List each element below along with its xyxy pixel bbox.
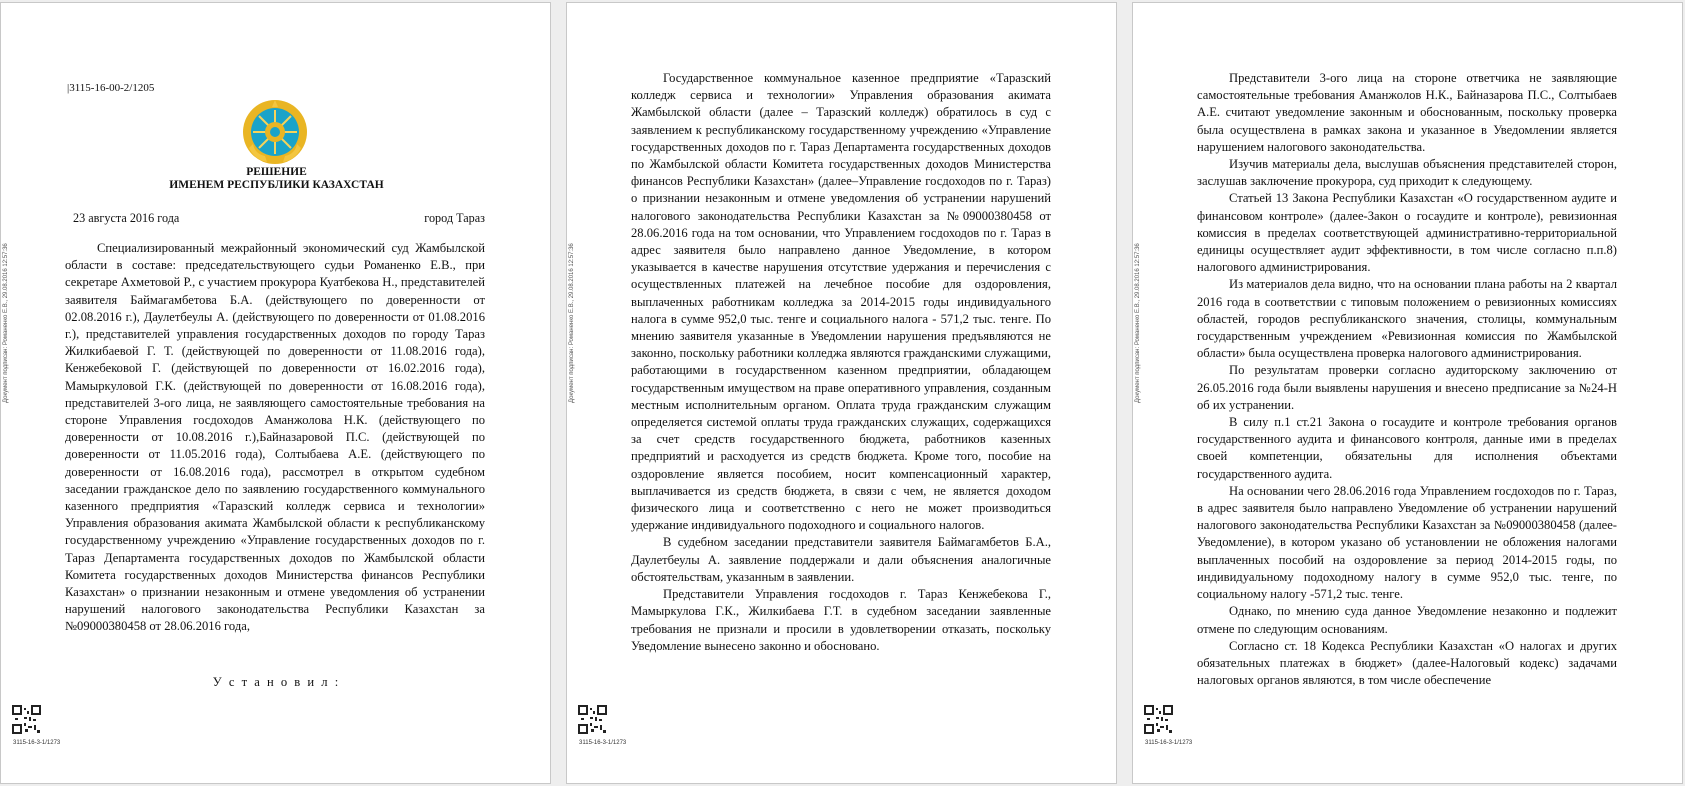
qr-code-icon [578,705,607,734]
decision-subtitle: ИМЕНЕМ РЕСПУБЛИКИ КАЗАХСТАН [169,179,384,191]
page-1-body [65,240,485,636]
qr-code-text: 3115-16-3-1/1273 [1145,740,1193,746]
paragraph: Из материалов дела видно, что на основании плана работы на 2 квартал 2016 года в соответствии с типовым положением о ревизионных комиссиях областей, городов республиканского значения, столицы, коммунальным государственным учреждением «Ревизионная комиссия по Жамбылской области» была осуществлена проверка налогового администрирования. [1197,277,1617,361]
paragraph: По результатам проверки согласно аудиторскому заключению от 26.05.2016 года были выявлены нарушения и внесено предписание за №24-Н об их устранении. [1197,363,1617,412]
document-number: |3115-16-00-2/1205 [67,82,155,94]
paragraph: Согласно ст. 18 Кодекса Республики Казахстан «О налогах и других обязательных платежах в бюджет» (далее-Налоговый кодекс) задачами налоговых органов являются, в том числе обеспечение [1197,638,1617,688]
qr-code-text: 3115-16-3-1/1273 [579,740,627,746]
paragraph: Статьей 13 Закона Республики Казахстан «О государственном аудите и финансовом контроле» (далее-Закон о госаудите и контроле), ревизионная комиссия в пределах соответствующей административно-территориальной единицы осуществляет аудит эффективности, в том числе согласно п.п.8) налогового администрирования. [1197,191,1617,275]
qr-code-text: 3115-16-3-1/1273 [13,740,61,746]
paragraph: В судебном заседании представители заявителя Баймагамбетов Б.А., Даулетбеулы А. заявление поддержали и дали объяснения аналогичные обстоятельствам, указанным в заявлении. [631,535,1051,584]
section-heading-ustanovil: У с т а н о в и л : [212,675,341,689]
qr-code-icon [1144,705,1173,734]
document-page-1: Документ подписан: Романенко Е.В., 29.08.2016 12:57:36 |3115-16-00-2/1205 РЕШЕНИЕ ИМЕНЕМ РЕСПУБЛИКИ КАЗАХСТАН 23 августа 2016 года город Тараз Специализированный межрайонный экономический суд Жамбылской области в составе: председательствующего судьи Романенко Е.В., при секретаре Ахметовой Р., с участием прокурора Куатбекова Н., представителей заявителя Баймагамбетова Б.А. (действующего по доверенности от 02.08.2016 г.), Даулетбеулы А. (действующего по доверенности от 01.08.2016 г.), представителей управления государственных доходов по городу Тараз Жилкибаевой Г. Т. (действующей по доверенности от 11.08.2016 года), Кенжебековой Г. (действующей по доверенности от 16.02.2016 года), Мамыркуловой Г.К. (действующей по доверенности от 16.08.2016 года), представителей 3-ого лица, не заявляющего самостоятельные требования на стороне Управления госдоходов Аманжолова Н.К. (действующего по доверенности от 10.08.2016 г.),Байназаровой П.С. (действующей по доверенности от 11.05.2016 года), Солтыбаева А.Е. (действующего по доверенности от 16.08.2016 года), рассмотрел в открытом судебном заседании гражданское дело по заявлению государственного коммунального казенного предприятия «Таразский колледж сервиса и технологии» Управления образования акимата Жамбылской области к республиканскому государственному учреждению «Управление государственных доходов по г. Тараз Департамента государственных доходов по Жамбылской области Комитета государственных доходов Министерства финансов Республики Казахстан» о признании незаконным и отмене уведомления об устранении нарушений налогового законодательства Республики Казахстан за №09000380458 от 28.06.2016 года, У с т а н о в и л : 3115-16-3-1/1273 [0,2,551,784]
date-line [73,211,485,226]
paragraph: В силу п.1 ст.21 Закона о госаудите и контроле требования органов государственного аудита и финансового контроля, данные ими в пределах своей компетенции, обязательны для исполнения объектами государственного аудита. [1197,415,1617,481]
paragraph: Специализированный межрайонный экономический суд Жамбылской области в составе: председательствующего судьи Романенко Е.В., при секретаре Ахметовой Р., с участием прокурора Куатбекова Н., представителей заявителя Баймагамбетова Б.А. (действующего по доверенности от 02.08.2016 г.), Даулетбеулы А. (действующего по доверенности от 01.08.2016 г.), представителей управления государственных доходов по городу Тараз Жилкибаевой Г. Т. (действующей по доверенности от 11.08.2016 года), Кенжебековой Г. (действующей по доверенности от 16.02.2016 года), Мамыркуловой Г.К. (действующей по доверенности от 16.08.2016 года), представителей 3-ого лица, не заявляющего самостоятельные требования на стороне Управления госдоходов Аманжолова Н.К. (действующего по доверенности от 10.08.2016 г.),Байназаровой П.С. (действующей по доверенности от 11.05.2016 года), Солтыбаева А.Е. (действующего по доверенности от 16.08.2016 года), рассмотрел в открытом судебном заседании гражданское дело по заявлению государственного коммунального казенного предприятия «Таразский колледж сервиса и технологии» Управления образования акимата Жамбылской области к республиканскому государственному учреждению «Управление государственных доходов по г. Тараз Департамента государственных доходов по Жамбылской области Комитета государственных доходов Министерства финансов Республики Казахстан» о признании незаконным и отмене уведомления об устранении нарушений налогового законодательства Республики Казахстан за №09000380458 от 28.06.2016 года, [65,241,485,634]
page-2-body [631,70,1051,655]
decision-city: город Тараз [424,211,485,225]
document-page-2: Документ подписан: Романенко Е.В., 29.08.2016 12:57:36 Государственное коммунальное казенное предприятие «Таразский колледж сервиса и технологии» Управления образования акимата Жамбылской области (далее – Таразский колледж) обратилось в суд с заявлением к республиканскому государственному учреждению «Управление государственных доходов по г. Тараз Департамента государственных доходов по Жамбылской области Комитета государственных доходов Министерства финансов Республики Казахстан» (далее–Управление госдоходов по г. Тараз) о признании незаконным и отмене уведомления об устранении нарушений налогового законодательства Республики Казахстан за №09000380458 от 28.06.2016 года на том основании, что Управлением госдоходов по г. Тараз в адрес заявителя было направлено данное Уведомление, в котором указывается в качестве нарушения отсутствие удержания и перечисления с осуществленных платежей на лечебное пособие для оздоровления, выплаченных работникам колледжа за 2014-2015 годы индивидуального налога в сумме 952,0 тыс. тенге и социального налога - 571,2 тыс. тенге. По мнению заявителя указанные в Уведомлении нарушения предъявляются не законно, поскольку работники колледжа являются гражданскими служащими, работающими в государственном казенном предприятии, обладающем государственным имуществом на праве оперативного управления, созданным местным исполнительным органом. Оплата труда гражданским служащим определяется системой оплаты труда гражданских служащих, содержащихся за счет средств государственного бюджета, работников казенных предприятий и расходуется из средств бюджета. Кроме того, пособие на оздоровление является пособием, носит компенсационный характер, выплачивается из средств бюджета, в связи с чем, не является доходом физического лица и соответственно с него не может производиться удержание индивидуального подоходного и социального налогов. В судебном заседании представители заявителя Баймагамбетов Б.А., Даулетбеулы А. заявление поддержали и дали объяснения аналогичные обстоятельствам, указанным в заявлении. Представители Управления госдоходов г. Тараз Кенжебекова Г., Мамыркулова Г.К., Жилкибаева Г.Т. в судебном заседании заявленные требования не признали и просили в удовлетворении отказать, поскольку Уведомление вынесено законно и обосновано. 3115-16-3-1/1273 [566,2,1117,784]
paragraph: Однако, по мнению суда данное Уведомление незаконно и подлежит отмене по следующим основаниям. [1197,604,1617,636]
qr-code-icon [12,705,41,734]
kazakhstan-emblem-icon [241,98,309,166]
decision-date: 23 августа 2016 года [73,211,180,225]
document-page-3: Документ подписан: Романенко Е.В., 29.08.2016 12:57:36 Представители 3-ого лица на стороне ответчика не заявляющие самостоятельные требования Аманжолов Н.К., Байназарова П.С., Солтыбаев А.Е. считают уведомление законным и обоснованным, поскольку проверка была осуществлена в рамках закона и указанное в Уведомлении является нарушением налогового законодательства. Изучив материалы дела, выслушав объяснения представителей сторон, заслушав заключение прокурора, суд приходит к следующему. Статьей 13 Закона Республики Казахстан «О государственном аудите и финансовом контроле» (далее-Закон о госаудите и контроле), ревизионная комиссия в пределах соответствующей административно-территориальной единицы осуществляет аудит эффективности, в том числе согласно п.п.8) налогового администрирования. Из материалов дела видно, что на основании плана работы на 2 квартал 2016 года в соответствии с типовым положением о ревизионных комиссиях областей, городов республиканского значения, столицы, коммунальным государственным учреждением «Ревизионная комиссия по Жамбылской области» была осуществлена проверка налогового администрирования. По результатам проверки согласно аудиторскому заключению от 26.05.2016 года были выявлены нарушения и внесено предписание за №24-Н об их устранении. В силу п.1 ст.21 Закона о госаудите и контроле требования органов государственного аудита и финансового контроля, данные ими в пределах своей компетенции, обязательны для исполнения объектами государственного аудита. На основании чего 28.06.2016 года Управлением госдоходов по г. Тараз, в адрес заявителя было направлено Уведомление об устранении нарушений налогового законодательства Республики Казахстан за №09000380458 (далее-Уведомление), в котором указано об установлении не обложения налогами выплаченных пособий на оздоровление за период 2014-2015 годы, по индивидуальному подоходному налогу в сумме 952,0 тыс. тенге, по социальному налогу -571,2 тыс. тенге. Однако, по мнению суда данное Уведомление незаконно и подлежит отмене по следующим основаниям. Согласно ст. 18 Кодекса Республики Казахстан «О налогах и других обязательных платежах в бюджет» (далее-Налоговый кодекс) задачами налоговых органов являются, в том числе обеспечение 3115-16-3-1/1273 [1132,2,1683,784]
paragraph: Изучив материалы дела, выслушав объяснения представителей сторон, заслушав заключение прокурора, суд приходит к следующему. [1197,157,1617,189]
paragraph: На основании чего 28.06.2016 года Управлением госдоходов по г. Тараз, в адрес заявителя было направлено Уведомление об устранении нарушений налогового законодательства Республики Казахстан за №09000380458 (далее-Уведомление), в котором указано об установлении не обложения налогами выплаченных пособий на оздоровление за период 2014-2015 годы, по индивидуальному подоходному налогу в сумме 952,0 тыс. тенге, по социальному налогу -571,2 тыс. тенге. [1197,483,1617,602]
paragraph: Представители Управления госдоходов г. Тараз Кенжебекова Г., Мамыркулова Г.К., Жилкибаева Г.Т. в судебном заседании заявленные требования не признали и просили в удовлетворении отказать, поскольку Уведомление вынесено законно и обосновано. [631,587,1051,653]
decision-title: РЕШЕНИЕ [246,166,307,178]
paragraph: Государственное коммунальное казенное предприятие «Таразский колледж сервиса и технологии» Управления образования акимата Жамбылской области (далее – Таразский колледж) обратилось в суд с заявлением к республиканскому государственному учреждению «Управление государственных доходов по г. Тараз Департамента государственных доходов по Жамбылской области Комитета государственных доходов Министерства финансов Республики Казахстан» (далее–Управление госдоходов по г. Тараз) о признании незаконным и отмене уведомления об устранении нарушений налогового законодательства Республики Казахстан за №09000380458 от 28.06.2016 года на том основании, что Управлением госдоходов по г. Тараз в адрес заявителя было направлено данное Уведомление, в котором указывается в качестве нарушения отсутствие удержания и перечисления с осуществленных платежей на лечебное пособие для оздоровления, выплаченных работникам колледжа за 2014-2015 годы индивидуального налога в сумме 952,0 тыс. тенге и социального налога - 571,2 тыс. тенге. По мнению заявителя указанные в Уведомлении нарушения предъявляются не законно, поскольку работники колледжа являются гражданскими служащими, работающими в государственном казенном предприятии, обладающем государственным имуществом на праве оперативного управления, созданным местным исполнительным органом. Оплата труда гражданским служащим определяется системой оплаты труда гражданских служащих, содержащихся за счет средств государственного бюджета, работников казенных предприятий и расходуется из средств бюджета. Кроме того, пособие на оздоровление является пособием, носит компенсационный характер, выплачивается из средств бюджета, в связи с чем, не является доходом физического лица и соответственно с него не может производиться удержание индивидуального подоходного и социального налогов. [631,71,1051,533]
page-3-body [1197,70,1617,689]
paragraph: Представители 3-ого лица на стороне ответчика не заявляющие самостоятельные требования Аманжолов Н.К., Байназарова П.С., Солтыбаев А.Е. считают уведомление законным и обоснованным, поскольку проверка была осуществлена в рамках закона и указанное в Уведомлении является нарушением налогового законодательства. [1197,71,1617,154]
